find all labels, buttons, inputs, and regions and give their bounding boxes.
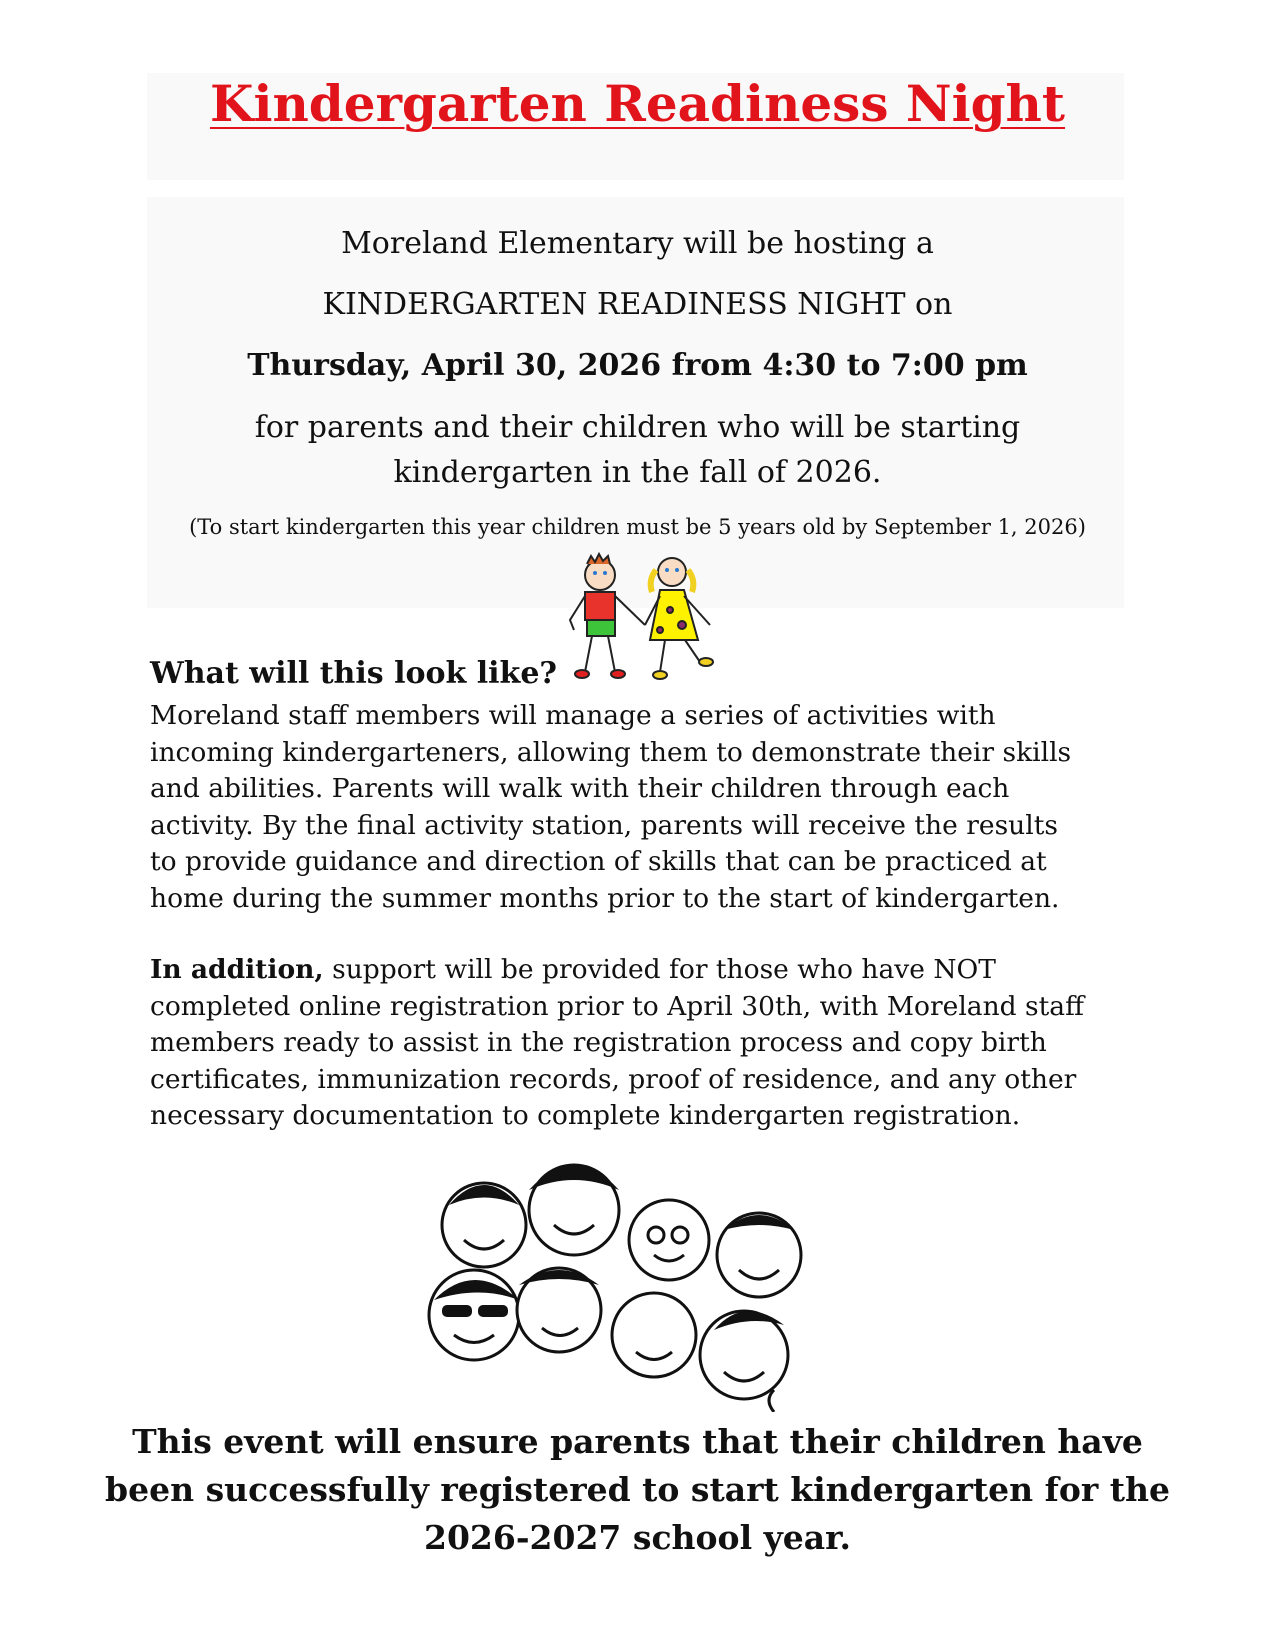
activities-paragraph xyxy=(150,698,1071,918)
paragraph-line: certificates, immunization records, proof of residence, and any other xyxy=(150,1063,1077,1095)
intro-line-5: kindergarten in the fall of 2026. xyxy=(393,455,882,490)
closing-line: 2026-2027 school year. xyxy=(424,1518,851,1557)
page-title-text: Kindergarten Readiness Night xyxy=(210,74,1065,133)
paragraph-line: and abilities. Parents will walk with their children through each xyxy=(150,773,1010,805)
paragraph-line: activity. By the final activity station, parents will receive the results xyxy=(150,809,1058,841)
closing-line: been successfully registered to start kindergarten for the xyxy=(105,1470,1170,1509)
paragraph-line: Moreland staff members will manage a series of activities with xyxy=(150,700,996,731)
paragraph-line: support will be provided for those who have NOT xyxy=(323,954,996,985)
kids-holding-hands-illustration xyxy=(560,550,730,685)
event-date: Thursday, April 30, 2026 from 4:30 to 7:00 pm xyxy=(247,348,1028,383)
closing-line: This event will ensure parents that their children have xyxy=(132,1422,1143,1461)
intro-line-4: for parents and their children who will be starting xyxy=(254,410,1021,445)
section-heading: What will this look like? xyxy=(150,656,557,691)
children-faces-illustration xyxy=(414,1160,860,1412)
registration-paragraph xyxy=(150,952,1084,1135)
paragraph-line: home during the summer months prior to the start of kindergarten. xyxy=(150,882,1060,914)
paragraph-line: members ready to assist in the registration process and copy birth xyxy=(150,1027,1047,1059)
intro-line-2: KINDERGARTEN READINESS NIGHT on xyxy=(322,287,953,322)
paragraph-line: to provide guidance and direction of skills that can be practiced at xyxy=(150,846,1047,878)
intro-line-1: Moreland Elementary will be hosting a xyxy=(341,226,934,261)
paragraph-line: necessary documentation to complete kindergarten registration. xyxy=(150,1100,1021,1132)
closing-statement xyxy=(0,1418,1275,1562)
age-requirement-note: (To start kindergarten this year children must be 5 years old by September 1, 2026) xyxy=(189,515,1086,539)
paragraph-line: completed online registration prior to April 30th, with Moreland staff xyxy=(150,990,1084,1022)
paragraph-line: incoming kindergarteners, allowing them to demonstrate their skills xyxy=(150,736,1072,768)
paragraph-lead: In addition, xyxy=(150,954,324,985)
page-title xyxy=(0,74,1275,133)
